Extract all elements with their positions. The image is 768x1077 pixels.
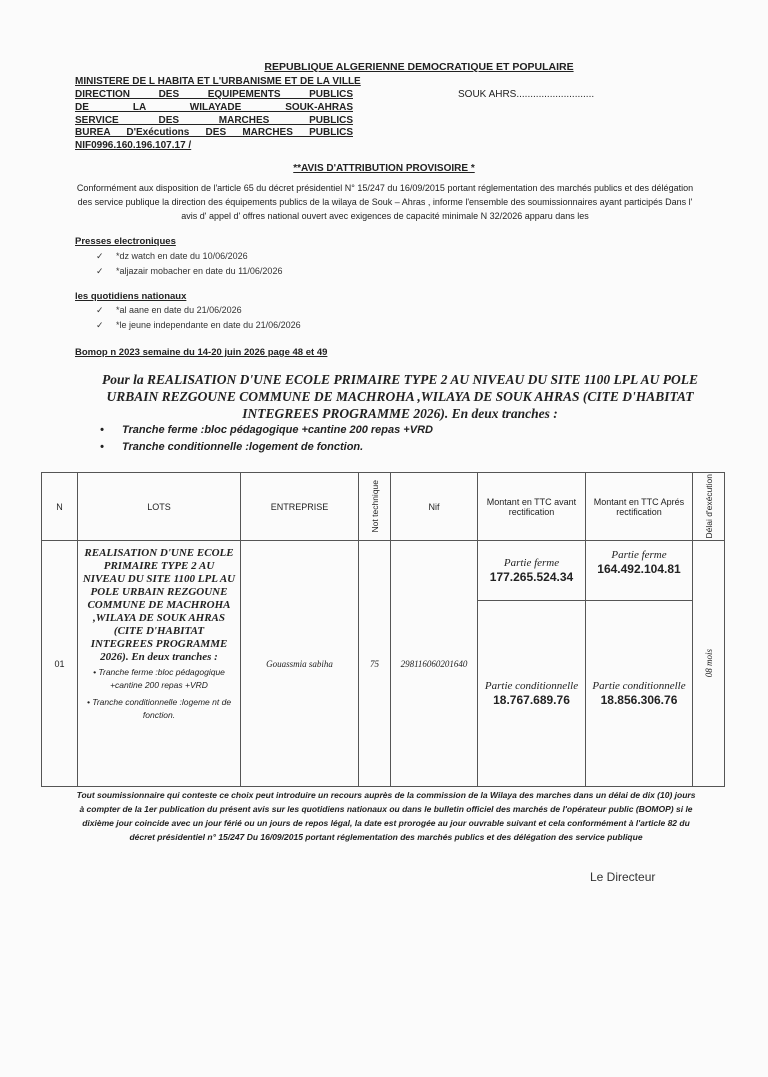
ferme-apres-cell (586, 541, 693, 601)
col-avant: Montant en TTC avant rectification (478, 473, 586, 541)
cond-apres-value: 18.856.306.76 (600, 693, 678, 707)
delai-cell: 08 mois (693, 541, 725, 787)
table-header-row (42, 473, 725, 541)
bureau-line: BUREA D'Exécutions DES MARCHES PUBLICS (75, 127, 353, 138)
check-icon: ✓ (96, 320, 104, 330)
tranche-item: • Tranche ferme :bloc pédagogique +cantine 200 repas +VRD (100, 424, 433, 436)
bullet-icon: • (86, 697, 93, 707)
intro-paragraph: Conformément aux disposition de l'article 65 du décret présidentiel N° 15/247 du 16/09/2015 portant réglementation des marchés publics et des délégation des service publique la direction des équipements publics de la wilaya de Souk – Ahras , informe l'ensemble des soumissionnaires ayant participés Dans l' avis d' appel d' offres national ouvert avec exigences de capacité minimale N 32/2026 apparu dans les (76, 183, 694, 221)
republique-heading: REPUBLIQUE ALGERIENNE DEMOCRATIQUE ET POPULAIRE (264, 61, 574, 73)
note-cell: 75 (359, 541, 391, 787)
check-icon: ✓ (96, 305, 104, 315)
lot-cell (78, 541, 241, 787)
col-apres: Montant en TTC Aprés rectification (586, 473, 693, 541)
check-icon: ✓ (96, 251, 104, 261)
nif-line: NIF0996.160.196.107.17 / (75, 140, 192, 151)
lot-title: REALISATION D'UNE ECOLE PRIMAIRE TYPE 2 AU NIVEAU DU SITE 1100 LPL AU POLE URBAIN REZGOUNE COMMUNE DE MACHROHA ,WILAYA DE SOUK AHRAS (CITE D'HABITAT INTEGREES PROGRAMME 2026). En deux tranches : (82, 547, 236, 663)
nif-cell: 298116060201640 (391, 541, 478, 787)
ferme-apres-value: 164.492.104.81 (597, 562, 681, 576)
bullet-icon: • (100, 441, 104, 453)
col-nif: Nif (391, 473, 478, 541)
ferme-avant-cell (478, 541, 586, 601)
place-date: SOUK AHRS............................ (458, 89, 595, 100)
wilaya-line: DE LA WILAYADE SOUK-AHRAS (75, 102, 353, 113)
row-n: 01 (42, 541, 78, 787)
signature: Le Directeur (590, 870, 656, 884)
tranche-item: • Tranche conditionnelle :logement de fonction. (100, 441, 364, 453)
ministere-line: MINISTERE DE L HABITA ET L'URBANISME ET DE LA VILLE (75, 76, 361, 87)
lot-tranche-conditionnelle: • Tranche conditionnelle :logeme nt de fonction. (86, 697, 232, 720)
bomop-reference: Bomop n 2023 semaine du 14-20 juin 2026 page 48 et 49 (75, 347, 328, 358)
recours-notice: Tout soumissionnaire qui conteste ce choix peut introduire un recours auprès de la commission de la Wilaya des marches dans un délai de dix (10) jours à compter de la 1er publication du présent avis sur les quotidiens nationaux ou dans le bulletin officiel des marchés de l'opérateur public (BOMOP) si le dixième jour coincide avec un jour férié ou un jours de repos légal, la date est prorogée au jour ouvrable suivant et cela conformément à l'article 82 du décret présidentiel n° 15/247 Du 16/09/2015 portant réglementation des marchés publics et des délégation des service publique (76, 790, 696, 842)
attribution-table (41, 472, 725, 787)
col-lots: LOTS (78, 473, 241, 541)
list-item: ✓ *aljazair mobacher en date du 11/06/2026 (96, 266, 283, 276)
cond-label: Partie conditionnelle (484, 680, 579, 692)
col-entreprise: ENTREPRISE (241, 473, 359, 541)
entreprise-cell: Gouassmia sabiha (241, 541, 359, 787)
list-item: ✓ *dz watch en date du 10/06/2026 (96, 251, 248, 261)
table-row (42, 541, 725, 601)
cond-avant-value: 18.767.689.76 (493, 693, 570, 707)
col-delai: Délai d'exécution (693, 473, 725, 541)
direction-line: DIRECTION DES EQUIPEMENTS PUBLICS (75, 89, 353, 100)
service-line: SERVICE DES MARCHES PUBLICS (75, 115, 353, 126)
quotidiens-heading: les quotidiens nationaux (75, 291, 187, 302)
col-note: Not technique (359, 473, 391, 541)
bullet-icon: • (100, 424, 104, 436)
check-icon: ✓ (96, 266, 104, 276)
col-n: N (42, 473, 78, 541)
document-title: **AVIS D'ATTRIBUTION PROVISOIRE * (293, 163, 475, 174)
presses-heading: Presses electroniques (75, 236, 176, 247)
list-item: ✓ *al aane en date du 21/06/2026 (96, 305, 242, 315)
cond-avant-cell (478, 601, 586, 787)
lot-tranche-ferme: • Tranche ferme :bloc pédagogique +cantine 200 repas +VRD (93, 667, 225, 690)
ferme-label: Partie ferme (611, 549, 667, 561)
cond-label: Partie conditionnelle (592, 680, 686, 692)
cond-apres-cell (586, 601, 693, 787)
bullet-icon: • (93, 667, 99, 677)
ferme-avant-value: 177.265.524.34 (489, 570, 574, 584)
list-item: ✓ *le jeune independante en date du 21/06/2026 (96, 320, 301, 330)
ferme-label: Partie ferme (503, 557, 560, 569)
project-description: Pour la REALISATION D'UNE ECOLE PRIMAIRE TYPE 2 AU NIVEAU DU SITE 1100 LPL AU POLE URBAIN REZGOUNE COMMUNE DE MACHROHA ,WILAYA DE SOUK AHRAS (CITE D'HABITAT INTEGREES PROGRAMME 2026). En deux tranches : (102, 372, 698, 421)
